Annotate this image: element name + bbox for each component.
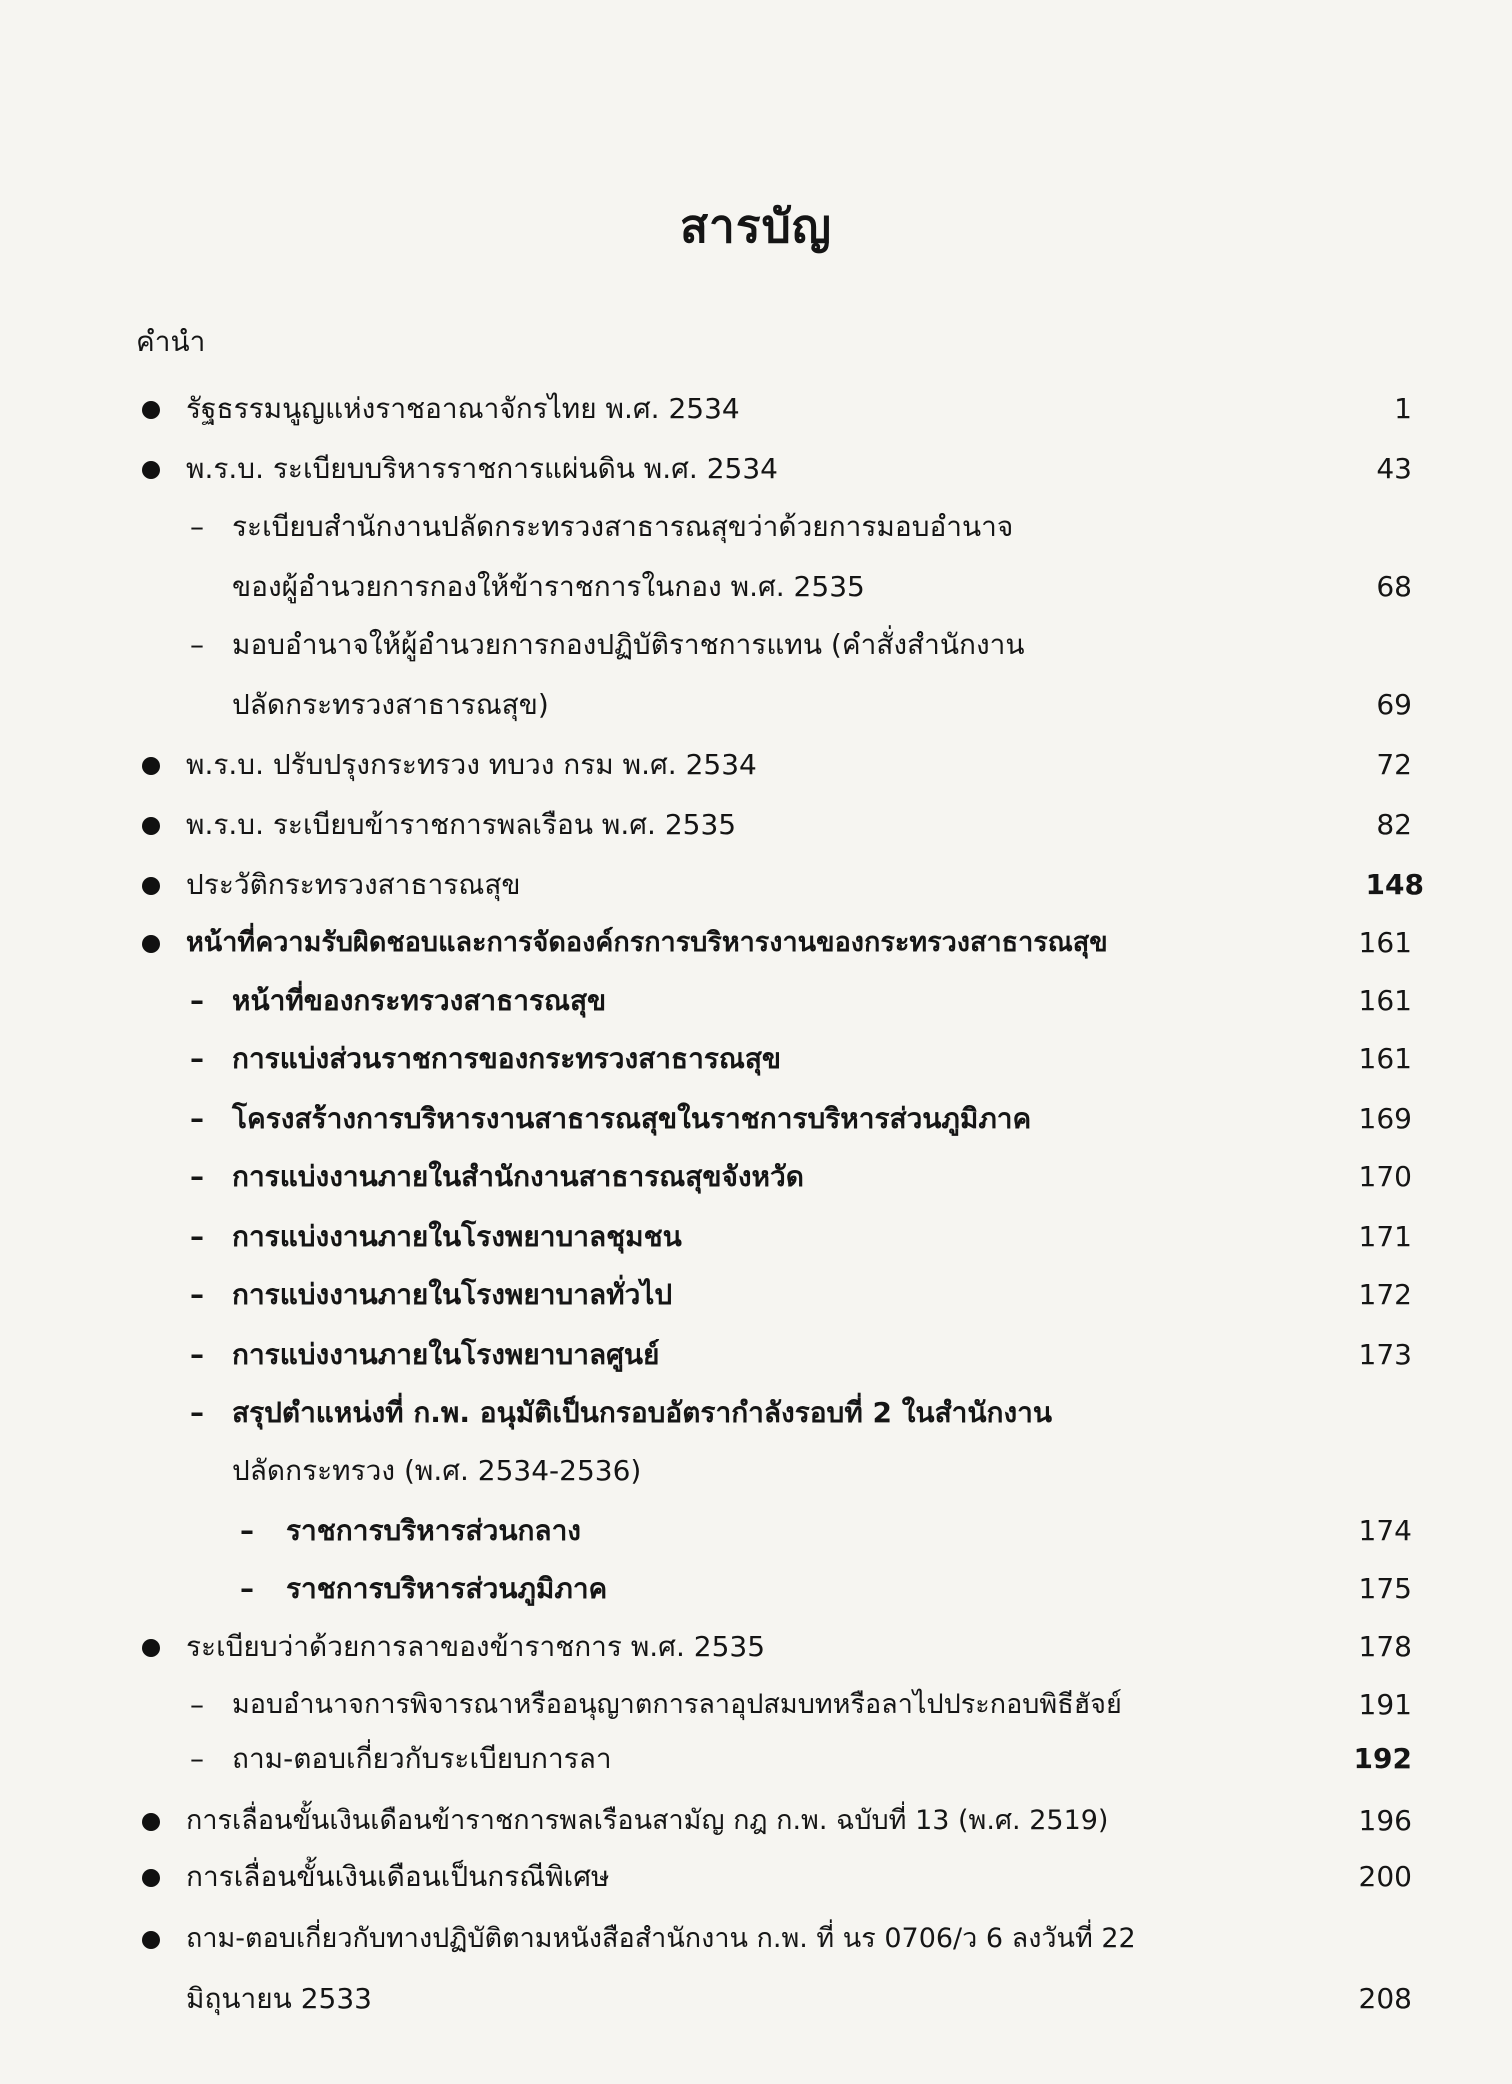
dash-icon: – [190, 1338, 204, 1371]
toc-entry [0, 1680, 1512, 1730]
bullet-icon [142, 757, 160, 775]
toc-page-number: 1 [1394, 392, 1412, 425]
toc-entry-text: ราชการบริหารส่วนกลาง [286, 1514, 581, 1547]
toc-entry-text: การแบ่งงานภายในสำนักงานสาธารณสุขจังหวัด [232, 1160, 804, 1193]
toc-page-number: 175 [1358, 1572, 1412, 1605]
bullet-icon [142, 1931, 160, 1949]
toc-page-number: 191 [1358, 1688, 1412, 1721]
toc-entry-text: มอบอำนาจการพิจารณาหรืออนุญาตการลาอุปสมบทหรือลาไปประกอบพิธีฮัจย์ [232, 1689, 1122, 1720]
toc-entry [0, 502, 1512, 552]
toc-page-number: 68 [1376, 570, 1412, 603]
toc-entry-text: มอบอำนาจให้ผู้อำนวยการกองปฏิบัติราชการแทน (คำสั่งสำนักงาน [232, 628, 1025, 661]
bullet-icon [142, 877, 160, 895]
page-title: สารบัญ [679, 199, 832, 253]
toc-entry [0, 1564, 1512, 1614]
dash-icon: – [190, 1160, 204, 1193]
toc-entry [0, 1852, 1512, 1902]
toc-entry-text: ของผู้อำนวยการกองให้ข้าราชการในกอง พ.ศ. 2535 [232, 570, 865, 603]
toc-entry-text: การแบ่งงานภายในโรงพยาบาลทั่วไป [232, 1278, 673, 1311]
toc-entry-text: การแบ่งงานภายในโรงพยาบาลศูนย์ [232, 1338, 660, 1371]
toc-entry-text: การแบ่งงานภายในโรงพยาบาลชุมชน [232, 1220, 682, 1253]
toc-entry [0, 918, 1512, 968]
toc-entry [0, 1270, 1512, 1320]
toc-page-number: 170 [1358, 1160, 1412, 1193]
toc-entry [0, 976, 1512, 1026]
toc-entry [0, 384, 1512, 434]
toc-entry [0, 860, 1512, 910]
toc-entry [0, 1506, 1512, 1556]
toc-entry-text: ถาม-ตอบเกี่ยวกับระเบียบการลา [232, 1742, 612, 1775]
toc-entry-continuation [0, 1446, 1512, 1496]
toc-entry-text: การเลื่อนขั้นเงินเดือนข้าราชการพลเรือนสามัญ กฎ ก.พ. ฉบับที่ 13 (พ.ศ. 2519) [186, 1805, 1109, 1836]
toc-entry-text: ถาม-ตอบเกี่ยวกับทางปฏิบัติตามหนังสือสำนักงาน ก.พ. ที่ นร 0706/ว 6 ลงวันที่ 22 [186, 1923, 1136, 1954]
toc-page-number: 196 [1358, 1804, 1412, 1837]
bullet-icon [142, 461, 160, 479]
toc-entry [0, 1152, 1512, 1202]
dash-icon: – [190, 984, 204, 1017]
toc-page-number: 174 [1358, 1514, 1412, 1547]
toc-entry-text: หน้าที่ความรับผิดชอบและการจัดองค์กรการบริหารงานของกระทรวงสาธารณสุข [186, 927, 1108, 958]
bullet-icon [142, 817, 160, 835]
toc-entry [0, 1796, 1512, 1846]
toc-entry [0, 1094, 1512, 1144]
toc-entry [0, 1330, 1512, 1380]
toc-entry-text: ระเบียบสำนักงานปลัดกระทรวงสาธารณสุขว่าด้วยการมอบอำนาจ [232, 510, 1014, 543]
toc-entry-text: ระเบียบว่าด้วยการลาของข้าราชการ พ.ศ. 2535 [186, 1630, 766, 1663]
toc-entry-text: มิถุนายน 2533 [186, 1982, 372, 2015]
dash-icon: – [240, 1514, 254, 1547]
toc-entry [0, 1734, 1512, 1784]
toc-page-number: 178 [1358, 1630, 1412, 1663]
toc-page-number: 172 [1358, 1278, 1412, 1311]
toc-entry [0, 1622, 1512, 1672]
toc-entry [0, 620, 1512, 670]
toc-entry-text: ราชการบริหารส่วนภูมิภาค [286, 1572, 608, 1605]
toc-entry-text: สรุปตำแหน่งที่ ก.พ. อนุมัติเป็นกรอบอัตรากำลังรอบที่ 2 ในสำนักงาน [232, 1396, 1053, 1429]
toc-entry-continuation [0, 562, 1512, 612]
toc-entry [0, 1914, 1512, 1964]
bullet-icon [142, 1813, 160, 1831]
toc-entry-continuation [0, 680, 1512, 730]
toc-entry-text: หน้าที่ของกระทรวงสาธารณสุข [232, 984, 607, 1017]
dash-icon: – [190, 1278, 204, 1311]
toc-entry [0, 740, 1512, 790]
dash-icon: – [240, 1572, 254, 1605]
toc-page-number: 161 [1358, 1042, 1412, 1075]
toc-page-number: 82 [1376, 808, 1412, 841]
toc-entry [0, 1034, 1512, 1084]
dash-icon: – [190, 1742, 204, 1775]
toc-page-number: 169 [1358, 1102, 1412, 1135]
bullet-icon [142, 1639, 160, 1657]
toc-page-number: 161 [1358, 926, 1412, 959]
toc-page-number: 171 [1358, 1220, 1412, 1253]
toc-entry [0, 1388, 1512, 1438]
toc-page-number: 192 [1353, 1742, 1412, 1775]
toc-entry [0, 444, 1512, 494]
bullet-icon [142, 401, 160, 419]
dash-icon: – [190, 1220, 204, 1253]
toc-entry-text: ปลัดกระทรวง (พ.ศ. 2534-2536) [232, 1454, 642, 1487]
toc-entry-text: พ.ร.บ. ระเบียบบริหารราชการแผ่นดิน พ.ศ. 2534 [186, 452, 778, 485]
toc-entry-continuation [0, 1974, 1512, 2024]
toc-entry-text: การเลื่อนขั้นเงินเดือนเป็นกรณีพิเศษ [186, 1860, 610, 1893]
dash-icon: – [190, 628, 204, 661]
toc-entry-text: รัฐธรรมนูญแห่งราชอาณาจักรไทย พ.ศ. 2534 [186, 392, 740, 425]
toc-entry [0, 1212, 1512, 1262]
bullet-icon [142, 935, 160, 953]
toc-entry-text: ประวัติกระทรวงสาธารณสุข [186, 868, 521, 901]
toc-entry-text: พ.ร.บ. ระเบียบข้าราชการพลเรือน พ.ศ. 2535 [186, 808, 737, 841]
toc-page-number: 69 [1376, 688, 1412, 721]
dash-icon: – [190, 1042, 204, 1075]
toc-page-number: 208 [1358, 1982, 1412, 2015]
toc-page-number: 161 [1358, 984, 1412, 1017]
toc-entry-text: ปลัดกระทรวงสาธารณสุข) [232, 688, 549, 721]
toc-page-number: 72 [1376, 748, 1412, 781]
toc-page-number: 148 [1365, 868, 1424, 901]
dash-icon: – [190, 1688, 204, 1721]
preface-label: คำนำ [136, 325, 206, 358]
bullet-icon [142, 1869, 160, 1887]
toc-page-number: 200 [1358, 1860, 1412, 1893]
toc-entry [0, 800, 1512, 850]
toc-entry-text: โครงสร้างการบริหารงานสาธารณสุขในราชการบริหารส่วนภูมิภาค [232, 1102, 1032, 1135]
toc-page-number: 173 [1358, 1338, 1412, 1371]
dash-icon: – [190, 1396, 204, 1429]
toc-entry-text: การแบ่งส่วนราชการของกระทรวงสาธารณสุข [232, 1042, 782, 1075]
toc-entry-text: พ.ร.บ. ปรับปรุงกระทรวง ทบวง กรม พ.ศ. 2534 [186, 748, 757, 781]
toc-page-number: 43 [1376, 452, 1412, 485]
dash-icon: – [190, 510, 204, 543]
dash-icon: – [190, 1102, 204, 1135]
